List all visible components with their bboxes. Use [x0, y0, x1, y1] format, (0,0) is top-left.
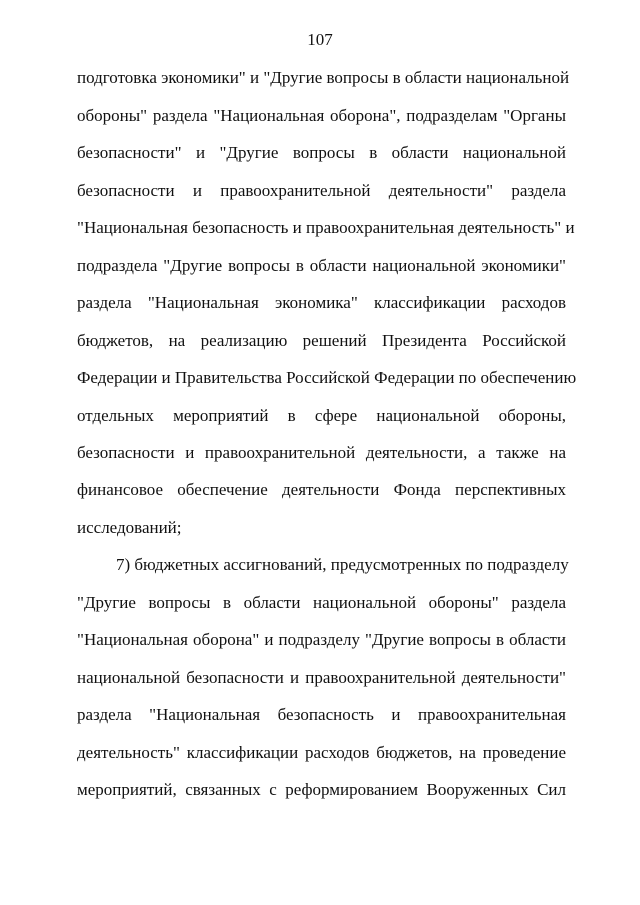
- paragraph-start-line: 7) бюджетных ассигнований, предусмотренных по подразделу: [116, 555, 569, 574]
- text-line: "Другие вопросы в области национальной обороны" раздела: [77, 593, 566, 612]
- text-line: отдельных мероприятий в сфере национальной обороны,: [77, 406, 566, 425]
- text-line: безопасности" и "Другие вопросы в области национальной: [77, 143, 566, 162]
- text-line: подраздела "Другие вопросы в области национальной экономики": [77, 256, 566, 275]
- text-line: безопасности и правоохранительной деятельности, а также на: [77, 443, 566, 462]
- text-line: подготовка экономики" и "Другие вопросы в области национальной: [77, 68, 570, 87]
- text-line: безопасности и правоохранительной деятельности" раздела: [77, 181, 566, 200]
- text-line: "Национальная оборона" и подразделу "Другие вопросы в области: [77, 630, 566, 649]
- text-line: мероприятий, связанных с реформированием Вооруженных Сил: [77, 780, 566, 799]
- text-line: исследований;: [77, 518, 182, 537]
- text-line: бюджетов, на реализацию решений Президента Российской: [77, 331, 566, 350]
- text-line: обороны" раздела "Национальная оборона", подразделам "Органы: [77, 106, 566, 125]
- text-line: Федерации и Правительства Российской Федерации по обеспечению: [77, 368, 577, 387]
- text-line: раздела "Национальная экономика" классификации расходов: [77, 293, 566, 312]
- page-number: 107: [307, 30, 333, 49]
- text-line: "Национальная безопасность и правоохранительная деятельность" и: [77, 218, 575, 237]
- text-line: национальной безопасности и правоохранительной деятельности": [77, 668, 566, 687]
- text-line: раздела "Национальная безопасность и правоохранительная: [77, 705, 566, 724]
- text-line: деятельность" классификации расходов бюджетов, на проведение: [77, 743, 566, 762]
- text-line: финансовое обеспечение деятельности Фонда перспективных: [77, 480, 566, 499]
